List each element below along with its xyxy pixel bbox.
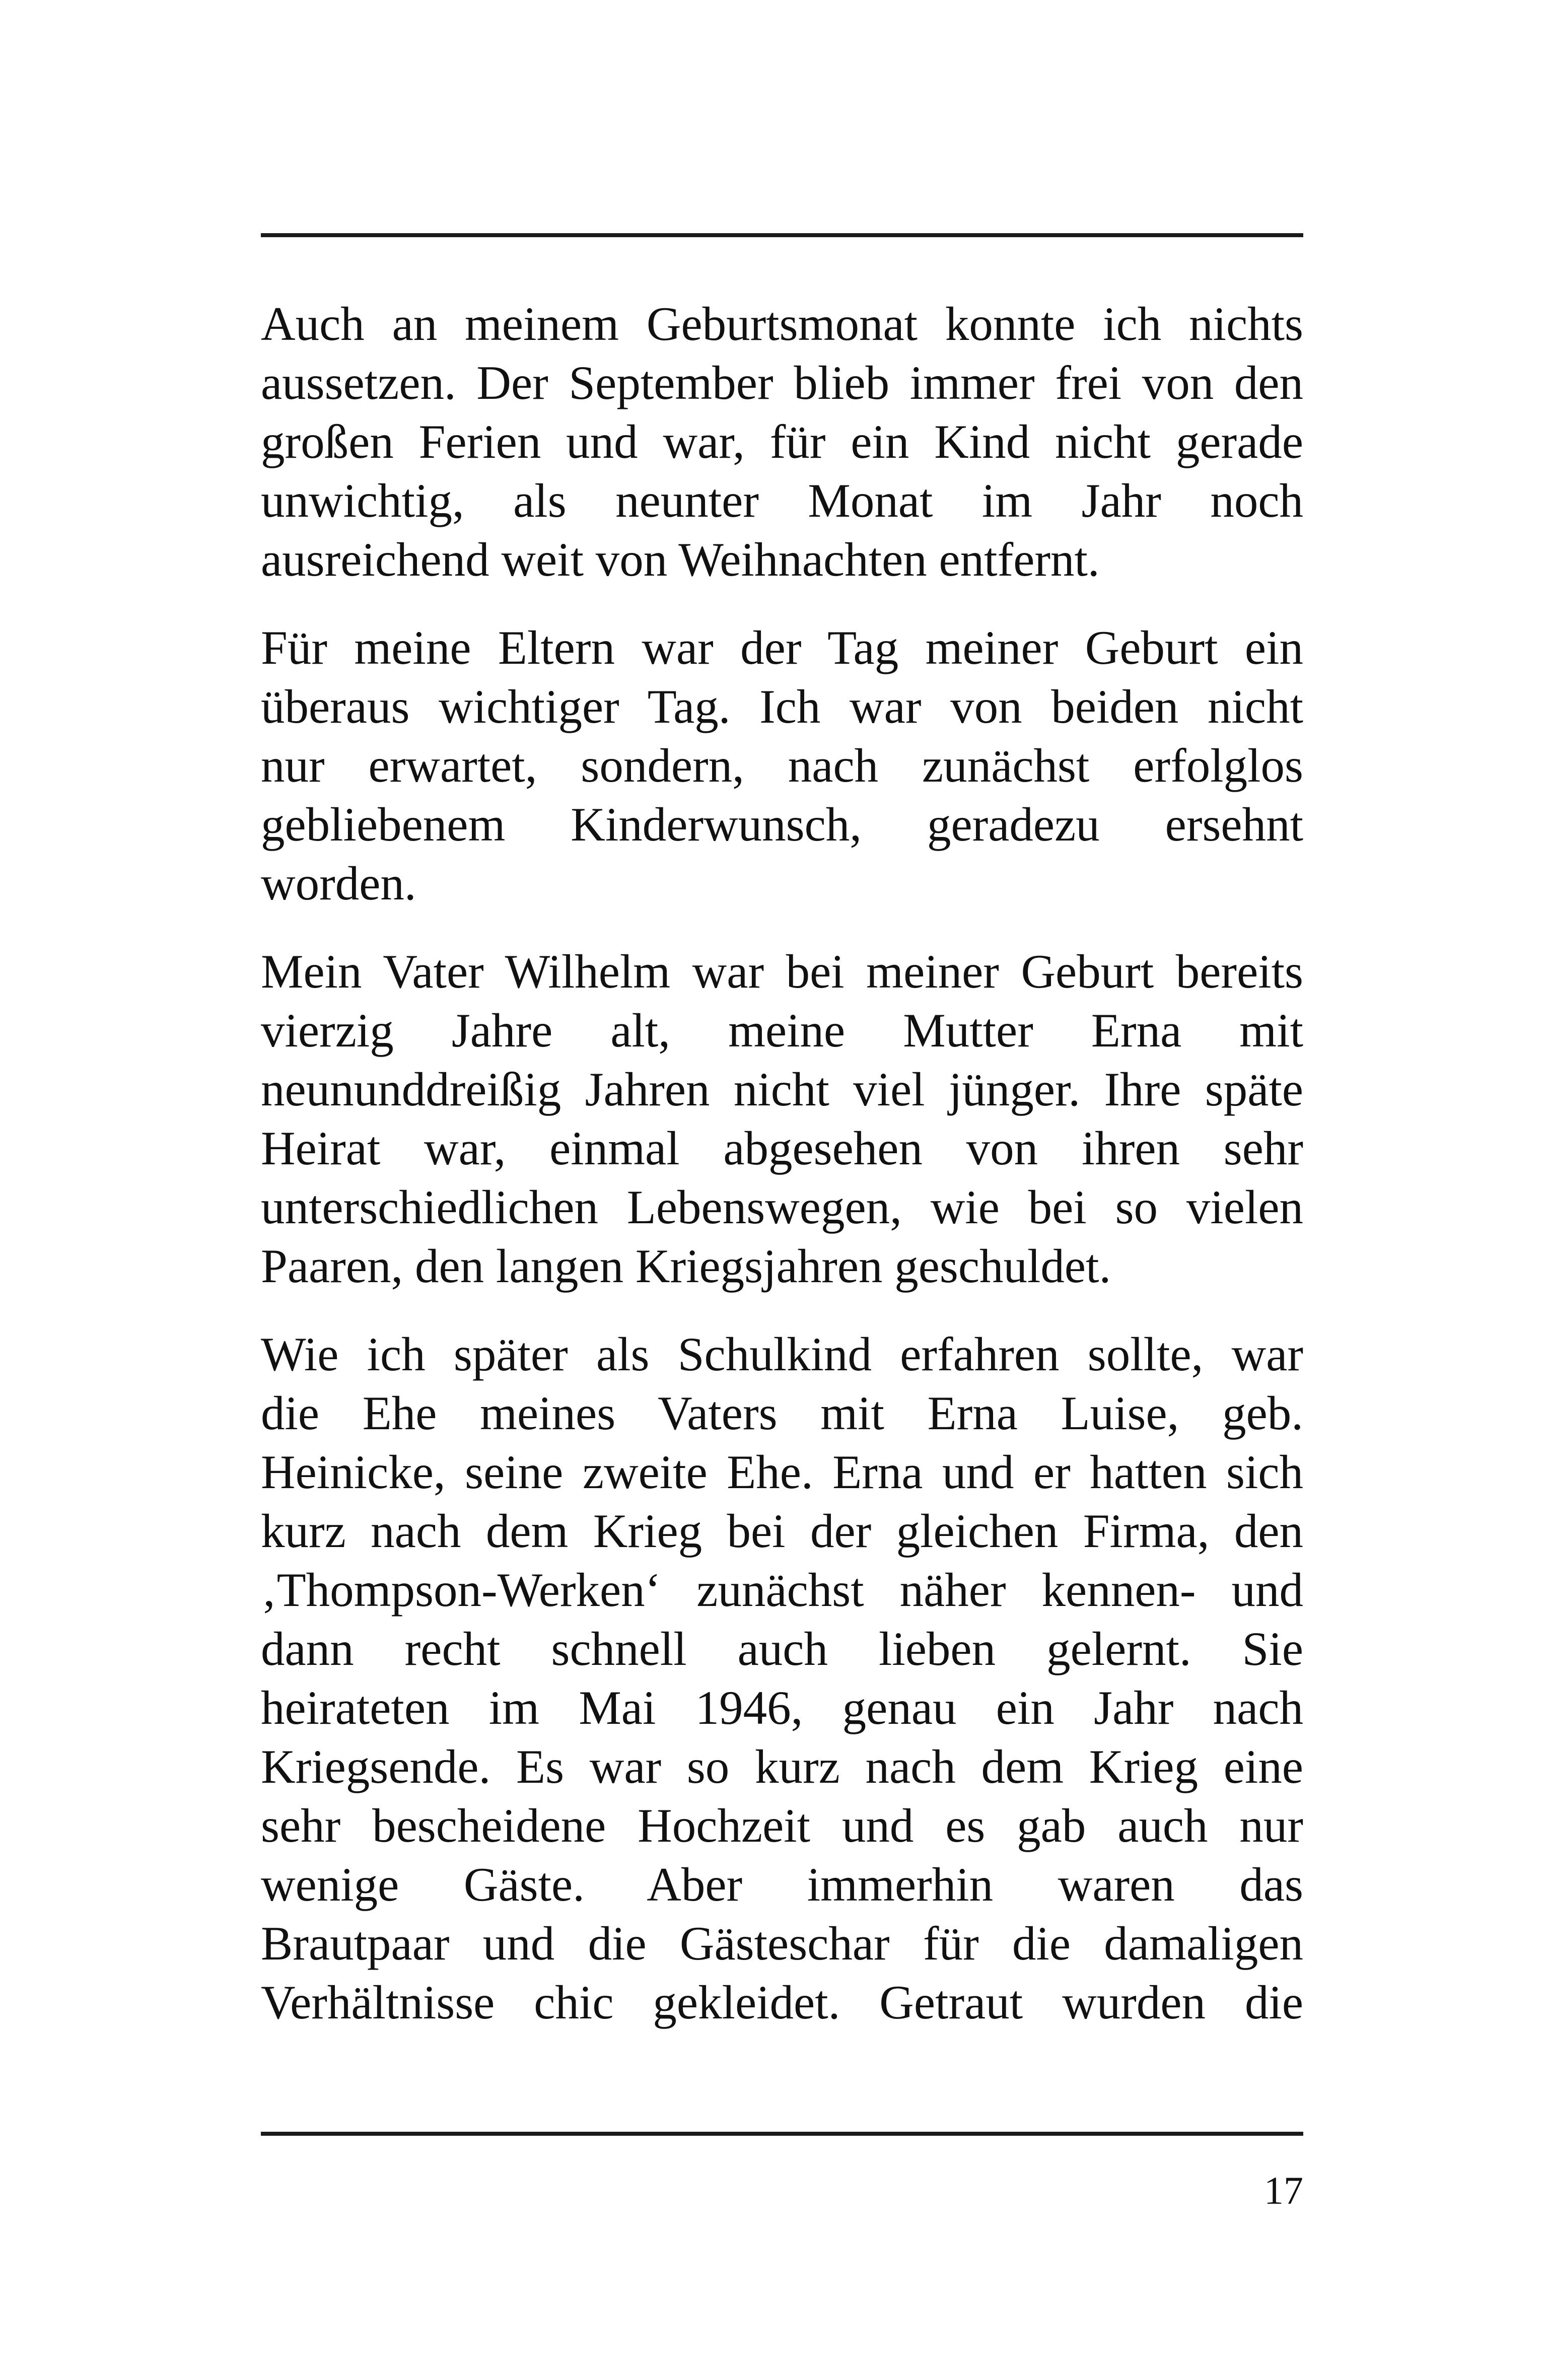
paragraph xyxy=(261,295,1303,589)
text-line: großen Ferien und war, für ein Kind nicht gerade xyxy=(261,415,1303,468)
text-line: sehr bescheidene Hochzeit und es gab auch nur xyxy=(261,1799,1303,1852)
text-line: wenige Gäste. Aber immerhin waren das xyxy=(261,1858,1303,1911)
text-line: nur erwartet, sondern, nach zunächst erfolglos xyxy=(261,739,1303,792)
text-line: unwichtig, als neunter Monat im Jahr noch xyxy=(261,474,1303,527)
page-number: 17 xyxy=(1264,2168,1303,2212)
header-rule xyxy=(261,233,1303,237)
text-line: die Ehe meines Vaters mit Erna Luise, geb. xyxy=(261,1386,1303,1440)
text-line: Auch an meinem Geburtsmonat konnte ich nichts xyxy=(261,297,1303,351)
text-line: dann recht schnell auch lieben gelernt. Sie xyxy=(261,1622,1303,1675)
text-line: vierzig Jahre alt, meine Mutter Erna mit xyxy=(261,1004,1303,1057)
text-line: gebliebenem Kinderwunsch, geradezu ersehnt xyxy=(261,798,1303,851)
body-text xyxy=(261,295,1303,2061)
paragraph xyxy=(261,618,1303,913)
text-line: neununddreißig Jahren nicht viel jünger. Ihre späte xyxy=(261,1063,1303,1116)
text-line: Paaren, den langen Kriegsjahren geschuldet. xyxy=(261,1239,1111,1293)
text-line: Brautpaar und die Gästeschar für die damaligen xyxy=(261,1917,1303,1970)
text-line: heirateten im Mai 1946, genau ein Jahr nach xyxy=(261,1681,1303,1734)
text-line: unterschiedlichen Lebenswegen, wie bei so vielen xyxy=(261,1180,1303,1234)
text-line: aussetzen. Der September blieb immer frei von den xyxy=(261,356,1303,409)
text-line: überaus wichtiger Tag. Ich war von beiden nicht xyxy=(261,680,1303,733)
text-line: Kriegsende. Es war so kurz nach dem Krieg eine xyxy=(261,1740,1303,1793)
text-line: ‚Thompson-Werken‘ zunächst näher kennen- und xyxy=(261,1563,1303,1617)
paragraph xyxy=(261,1325,1303,2032)
text-line: Verhältnisse chic gekleidet. Getraut wurden die xyxy=(261,1976,1303,2029)
paragraph xyxy=(261,942,1303,1296)
text-line: Mein Vater Wilhelm war bei meiner Geburt bereits xyxy=(261,945,1303,998)
text-line: Heirat war, einmal abgesehen von ihren sehr xyxy=(261,1122,1303,1175)
text-line: ausreichend weit von Weihnachten entfernt. xyxy=(261,533,1100,586)
text-line: Heinicke, seine zweite Ehe. Erna und er hatten sich xyxy=(261,1445,1303,1499)
text-line: kurz nach dem Krieg bei der gleichen Firma, den xyxy=(261,1504,1303,1558)
text-line: Für meine Eltern war der Tag meiner Geburt ein xyxy=(261,621,1303,674)
text-line: Wie ich später als Schulkind erfahren sollte, war xyxy=(261,1327,1303,1381)
footer-rule xyxy=(261,2132,1303,2136)
text-line: worden. xyxy=(261,857,416,910)
